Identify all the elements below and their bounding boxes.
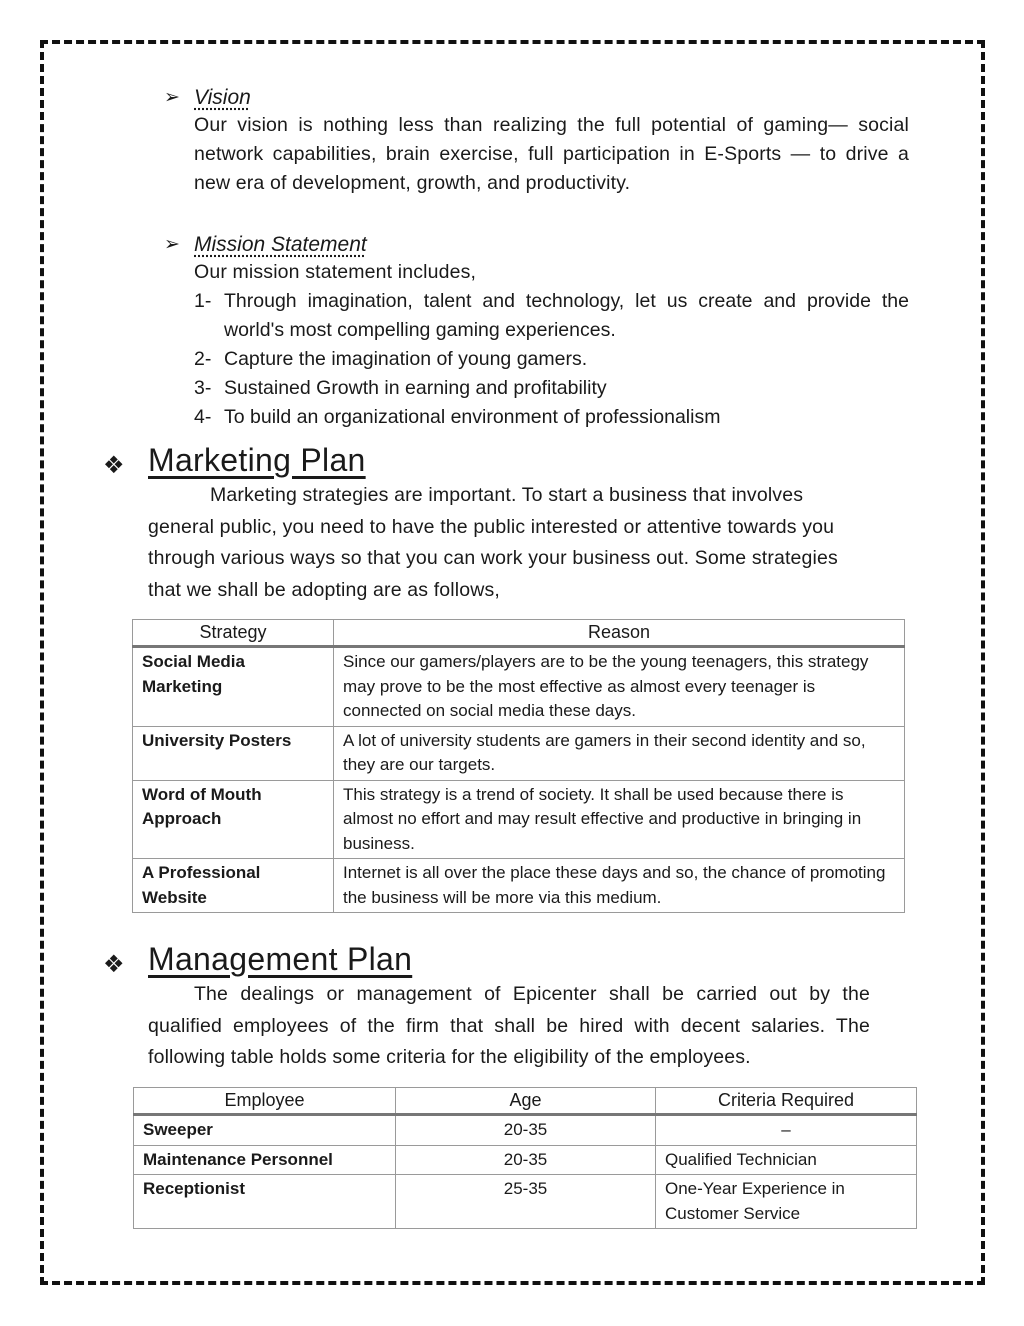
employee-criteria-table (133, 1087, 917, 1229)
marketing-heading-text: Marketing Plan (148, 442, 366, 478)
arrow-bullet-icon: ➢ (164, 234, 180, 255)
table-row (133, 859, 905, 913)
marketing-text: Marketing strategies are important. To start a business that involves general public, you need to have the public interested or attentive towards you through various ways so that you can work your business out. Some strategies that we shall be adopting are as follows, (148, 484, 838, 601)
column-header-criteria: Criteria Required (656, 1088, 917, 1115)
marketing-heading (103, 440, 868, 480)
marketing-strategy-table (132, 619, 905, 913)
table-header-row (133, 620, 905, 647)
vision-heading (164, 86, 909, 110)
marketing-section (103, 440, 868, 606)
arrow-bullet-icon: ➢ (164, 87, 180, 108)
list-item (194, 345, 909, 374)
list-item (194, 374, 909, 403)
mission-section (164, 233, 909, 432)
list-item-number: 4- (194, 406, 212, 428)
reason-cell: Internet is all over the place these days and so, the chance of promoting the business will be more via this medium. (334, 859, 905, 913)
reason-cell: Since our gamers/players are to be the young teenagers, this strategy may prove to be the most effective as almost every teenager is connected on social media these days. (334, 647, 905, 727)
mission-heading (164, 233, 909, 257)
mission-list (194, 287, 909, 432)
strategy-cell: Social Media Marketing (133, 647, 334, 727)
diamond-bullet-icon: ❖ (103, 452, 125, 479)
criteria-cell: – (656, 1115, 917, 1146)
reason-cell: This strategy is a trend of society. It shall be used because there is almost no effort and may result effective and productive in bringing in business. (334, 780, 905, 859)
table-header-row (134, 1088, 917, 1115)
list-item (194, 403, 909, 432)
employee-cell: Receptionist (134, 1175, 396, 1229)
column-header-age: Age (396, 1088, 656, 1115)
age-cell: 25-35 (396, 1175, 656, 1229)
management-section (103, 939, 870, 1074)
table-row (133, 647, 905, 727)
strategy-cell: Word of Mouth Approach (133, 780, 334, 859)
list-item-text: Sustained Growth in earning and profitability (224, 377, 607, 399)
list-item-number: 2- (194, 348, 212, 370)
diamond-bullet-icon: ❖ (103, 951, 125, 978)
vision-text: Our vision is nothing less than realizing the full potential of gaming— social network capabilities, brain exercise, full participation in E-Sports — to drive a new era of development, growth, and productivity. (194, 114, 909, 194)
column-header-employee: Employee (134, 1088, 396, 1115)
management-heading (103, 939, 870, 979)
column-header-reason: Reason (334, 620, 905, 647)
list-item-text: Through imagination, talent and technology, let us create and provide the world's most compelling gaming experiences. (224, 290, 909, 341)
list-item-text: Capture the imagination of young gamers. (224, 348, 588, 370)
management-text: The dealings or management of Epicenter shall be carried out by the qualified employees of the firm that shall be hired with decent salaries. The following table holds some criteria for the eligibility of the employees. (148, 983, 870, 1068)
list-item-number: 3- (194, 377, 212, 399)
table-row (134, 1115, 917, 1146)
criteria-cell: Qualified Technician (656, 1145, 917, 1175)
list-item-text: To build an organizational environment of professionalism (224, 406, 721, 428)
management-heading-text: Management Plan (148, 941, 413, 977)
strategy-cell: A Professional Website (133, 859, 334, 913)
employee-cell: Sweeper (134, 1115, 396, 1146)
table-row (134, 1175, 917, 1229)
criteria-cell: One-Year Experience in Customer Service (656, 1175, 917, 1229)
list-item-number: 1- (194, 290, 212, 312)
strategy-cell: University Posters (133, 726, 334, 780)
mission-heading-text: Mission Statement (194, 233, 367, 256)
list-item (194, 287, 909, 345)
employee-cell: Maintenance Personnel (134, 1145, 396, 1175)
mission-intro: Our mission statement includes, (194, 261, 477, 283)
table-row (133, 726, 905, 780)
vision-section (164, 86, 909, 198)
table-row (133, 780, 905, 859)
column-header-strategy: Strategy (133, 620, 334, 647)
age-cell: 20-35 (396, 1115, 656, 1146)
vision-heading-text: Vision (194, 86, 251, 109)
table-row (134, 1145, 917, 1175)
age-cell: 20-35 (396, 1145, 656, 1175)
reason-cell: A lot of university students are gamers in their second identity and so, they are our targets. (334, 726, 905, 780)
